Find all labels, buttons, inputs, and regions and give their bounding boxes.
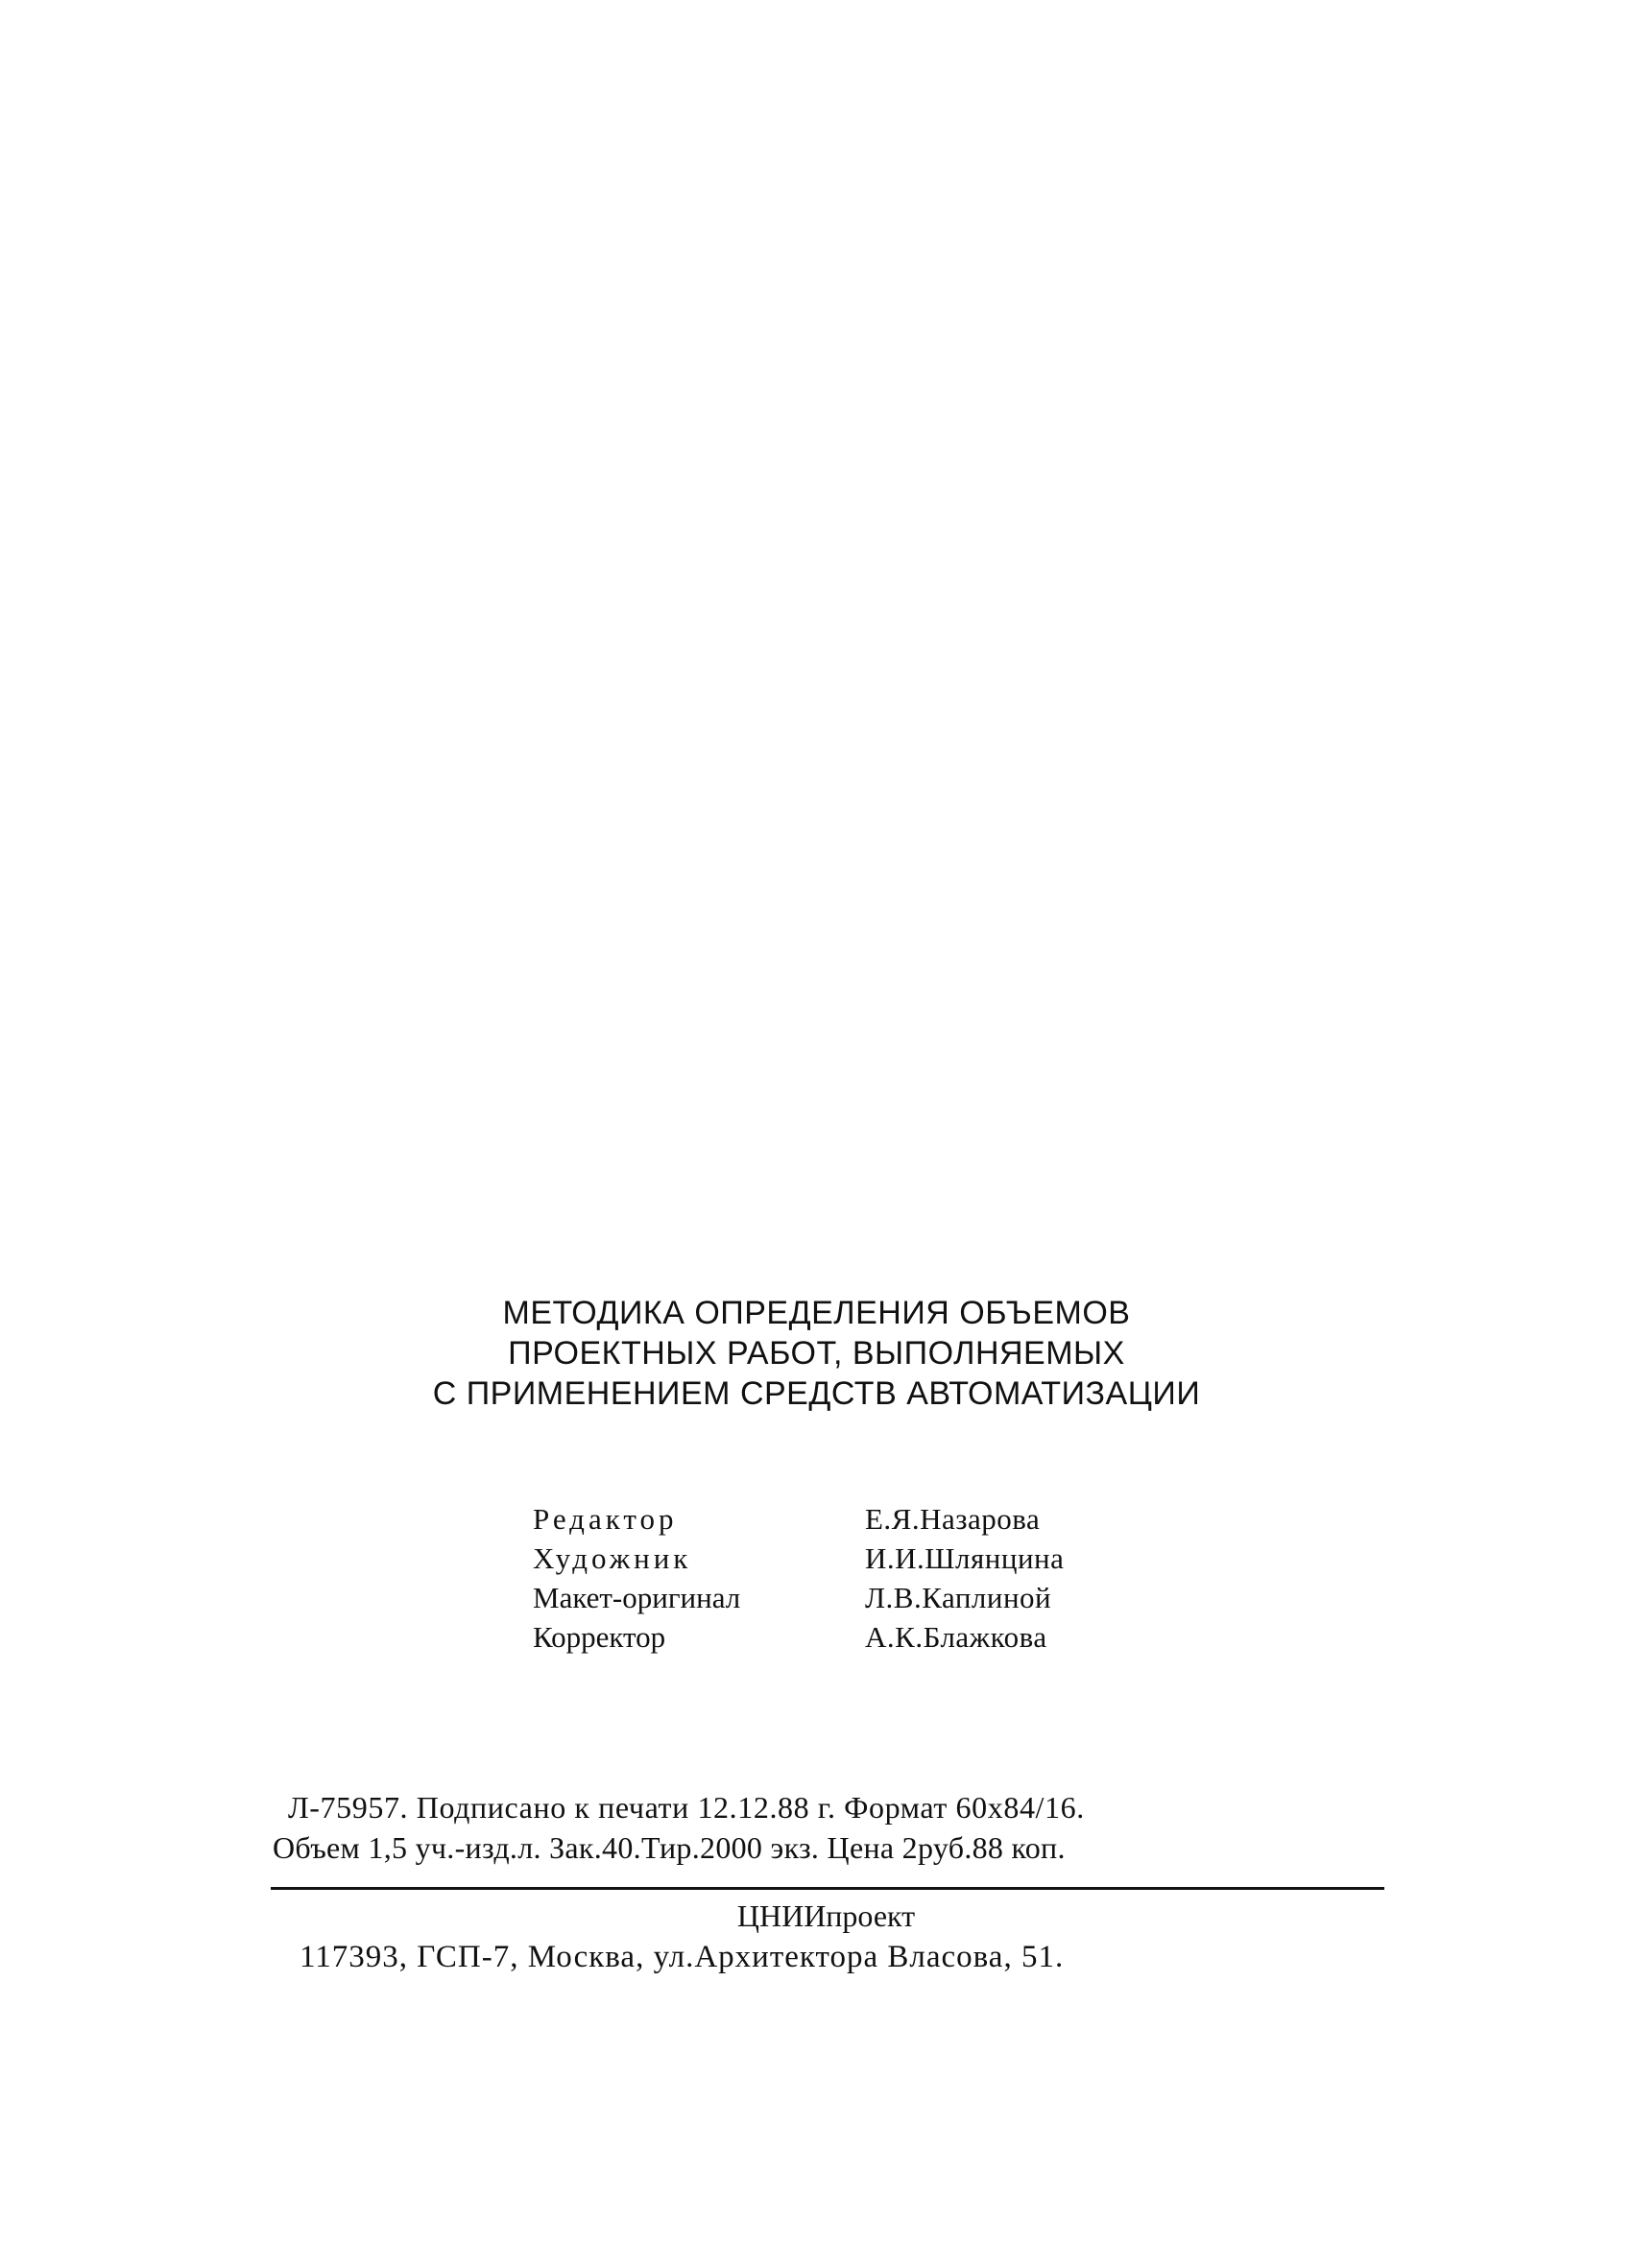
credit-row-editor: [533, 1499, 1064, 1539]
publisher-name: ЦНИИпроект: [736, 1898, 916, 1933]
imprint-line-print-info: Л-75957. Подписано к печати 12.12.88 г. Формат 60x84/16.: [288, 1790, 1085, 1825]
credit-name: Л.В.Каплиной: [865, 1581, 1052, 1614]
credit-name: А.К.Блажкова: [865, 1620, 1047, 1654]
divider-rule: [271, 1887, 1384, 1890]
credit-row-artist: [533, 1539, 1064, 1578]
credit-row-proofreader: [533, 1617, 1064, 1657]
publisher-address: 117393, ГСП-7, Москва, ул.Архитектора Власова, 51.: [300, 1940, 1065, 1974]
credit-role: Макет-оригинал: [533, 1581, 741, 1614]
credit-name: Е.Я.Назарова: [865, 1502, 1041, 1536]
title-line: МЕТОДИКА ОПРЕДЕЛЕНИЯ ОБЪЕМОВ: [502, 1295, 1131, 1331]
credit-role: Художник: [533, 1541, 692, 1575]
document-title: [0, 1293, 1633, 1414]
title-line: ПРОЕКТНЫХ РАБОТ, ВЫПОЛНЯЕМЫХ: [508, 1335, 1125, 1372]
credit-row-layout: [533, 1578, 1064, 1617]
credit-role: Корректор: [533, 1620, 666, 1654]
credit-name: И.И.Шлянцина: [865, 1541, 1065, 1575]
imprint-line-volume-info: Объем 1,5 уч.-изд.л. Зак.40.Тир.2000 экз. Цена 2руб.88 коп.: [273, 1830, 1066, 1865]
imprint-block: [271, 1787, 1384, 1868]
title-line: С ПРИМЕНЕНИЕМ СРЕДСТВ АВТОМАТИЗАЦИИ: [432, 1375, 1201, 1412]
credit-role: Редактор: [533, 1502, 678, 1536]
credits-list: [533, 1499, 1064, 1657]
